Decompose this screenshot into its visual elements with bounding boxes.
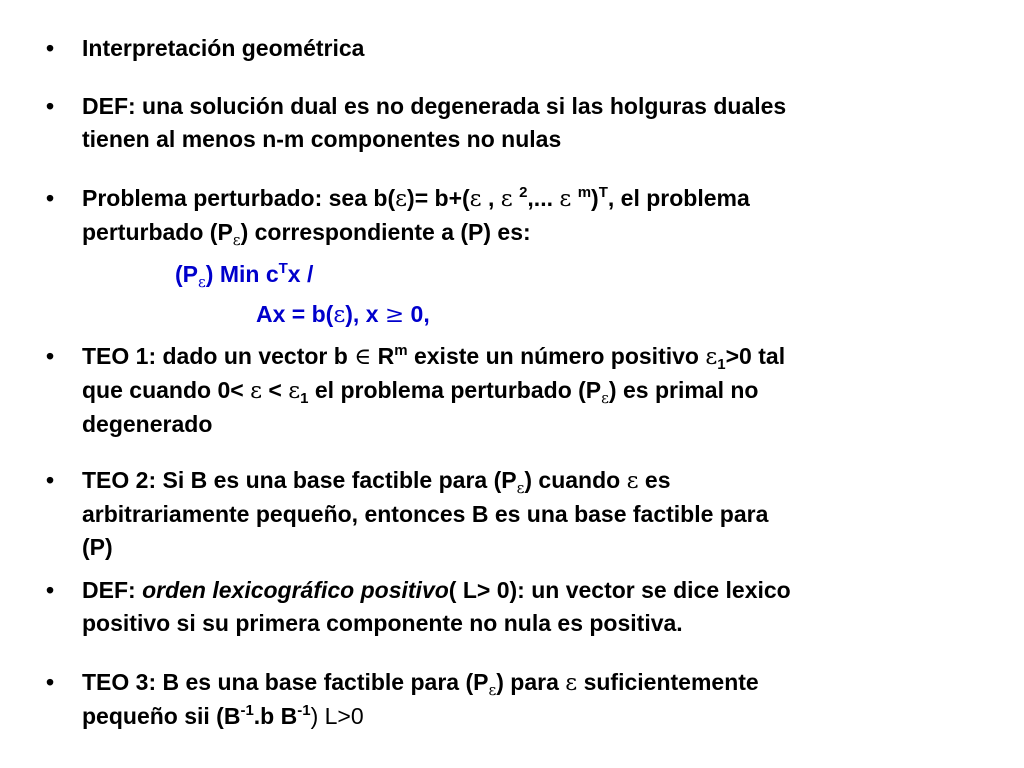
bullet-teo-1	[40, 340, 970, 441]
bullet-dot: •	[45, 343, 55, 369]
bullet-line: degenerado	[82, 411, 213, 437]
bullet-line: arbitrariamente pequeño, entonces B es una base factible para	[82, 501, 769, 527]
epsilon-symbol: ε	[250, 378, 262, 404]
text-run: es	[638, 467, 671, 493]
text-run: que cuando 0<	[82, 377, 251, 403]
bullet-def-solucion-dual	[40, 90, 970, 156]
bullet-teo-2	[40, 464, 970, 564]
bullet-dot: •	[45, 35, 55, 61]
superscript: T	[598, 184, 608, 201]
text-run: el problema perturbado (P	[308, 377, 602, 403]
epsilon-symbol: ε	[500, 186, 513, 212]
bullet-teo-3	[40, 666, 970, 733]
text-run: Ax = b(	[256, 301, 334, 327]
epsilon-subscript: ε	[198, 273, 206, 291]
bullet-line	[82, 340, 970, 374]
text-run: TEO 2: Si B es una base factible para (P	[82, 467, 517, 493]
text-run: ) para	[496, 669, 566, 695]
text-run: DEF:	[82, 577, 143, 603]
epsilon-symbol: ε	[395, 186, 408, 212]
text-run: 0,	[404, 301, 430, 327]
text-run: TEO 1: dado un vector b	[82, 343, 355, 369]
text-run: >0 tal	[725, 343, 786, 369]
bullet-line	[82, 666, 970, 700]
geq-symbol: ≥	[384, 302, 405, 328]
text-run: ) L>0	[310, 703, 364, 729]
text-run: perturbado (P	[82, 219, 233, 245]
bullet-line: positivo si su primera componente no nula es positiva.	[82, 610, 683, 636]
bullet-line: DEF: una solución dual es no degenerada si las holguras duales	[82, 93, 787, 119]
epsilon-subscript: ε	[601, 389, 609, 407]
epsilon-symbol: ε	[705, 344, 718, 370]
text-run: ), x	[345, 301, 385, 327]
superscript: 2	[519, 184, 528, 201]
epsilon-subscript: ε	[516, 479, 525, 497]
bullet-line	[82, 216, 970, 249]
bullet-dot: •	[45, 577, 55, 603]
epsilon-subscript: ε	[488, 681, 497, 699]
text-run: ) correspondiente a (P) es:	[240, 219, 531, 245]
text-run: pequeño sii (B	[82, 703, 241, 729]
superscript: -1	[240, 702, 254, 719]
epsilon-subscript: ε	[232, 231, 241, 249]
bullet-dot: •	[45, 185, 55, 211]
text-run: ) es primal no	[608, 377, 759, 403]
epsilon-symbol: ε	[333, 302, 346, 328]
bullet-dot: •	[45, 669, 55, 695]
subscript: 1	[300, 390, 309, 407]
bullet-line	[82, 574, 970, 607]
text-run: x /	[287, 261, 314, 287]
text-run: Problema perturbado: sea b(	[82, 185, 396, 211]
epsilon-symbol: ε	[469, 186, 482, 212]
bullet-def-orden-lexicografico	[40, 574, 970, 640]
element-of-symbol: ∈	[354, 344, 372, 370]
epsilon-symbol: ε	[288, 378, 301, 404]
text-run: )	[591, 185, 599, 211]
formula-line-constraints	[256, 298, 430, 332]
epsilon-symbol: ε	[626, 468, 639, 494]
bullet-dot: •	[45, 93, 55, 119]
bullet-line	[82, 182, 970, 216]
bullet-line: (P)	[82, 534, 113, 560]
text-run: ) Min c	[205, 261, 279, 287]
text-run: <	[262, 377, 289, 403]
bullet-line	[82, 700, 970, 733]
subscript: 1	[717, 356, 726, 373]
epsilon-symbol: ε	[565, 670, 578, 696]
text-run: .b B	[253, 703, 298, 729]
superscript: T	[278, 260, 288, 277]
text-run: (P	[175, 261, 198, 287]
formula-line-objective	[175, 258, 313, 291]
superscript: m	[394, 342, 408, 359]
bullet-interpretacion	[40, 32, 970, 65]
text-run: ( L> 0): un vector se dice lexico	[448, 577, 791, 603]
text-run: ) cuando	[524, 467, 627, 493]
text-run: ,	[481, 185, 501, 211]
bullet-problema-perturbado	[40, 182, 970, 249]
text-run: existe un número positivo	[407, 343, 706, 369]
bullet-line	[82, 374, 970, 408]
text-run: TEO 3: B es una base factible para (P	[82, 669, 489, 695]
epsilon-symbol: ε	[559, 186, 572, 212]
text-run: R	[371, 343, 395, 369]
bullet-text: Interpretación geométrica	[82, 35, 365, 61]
text-run: ,...	[527, 185, 560, 211]
bullet-dot: •	[45, 467, 55, 493]
text-run: )= b+(	[407, 185, 470, 211]
superscript: -1	[297, 702, 311, 719]
text-run: , el problema	[607, 185, 750, 211]
bullet-line: tienen al menos n-m componentes no nulas	[82, 126, 562, 152]
bullet-line	[82, 464, 970, 498]
italic-term: orden lexicográfico positivo	[142, 577, 449, 603]
superscript: m	[577, 184, 592, 201]
text-run: suficientemente	[577, 669, 759, 695]
